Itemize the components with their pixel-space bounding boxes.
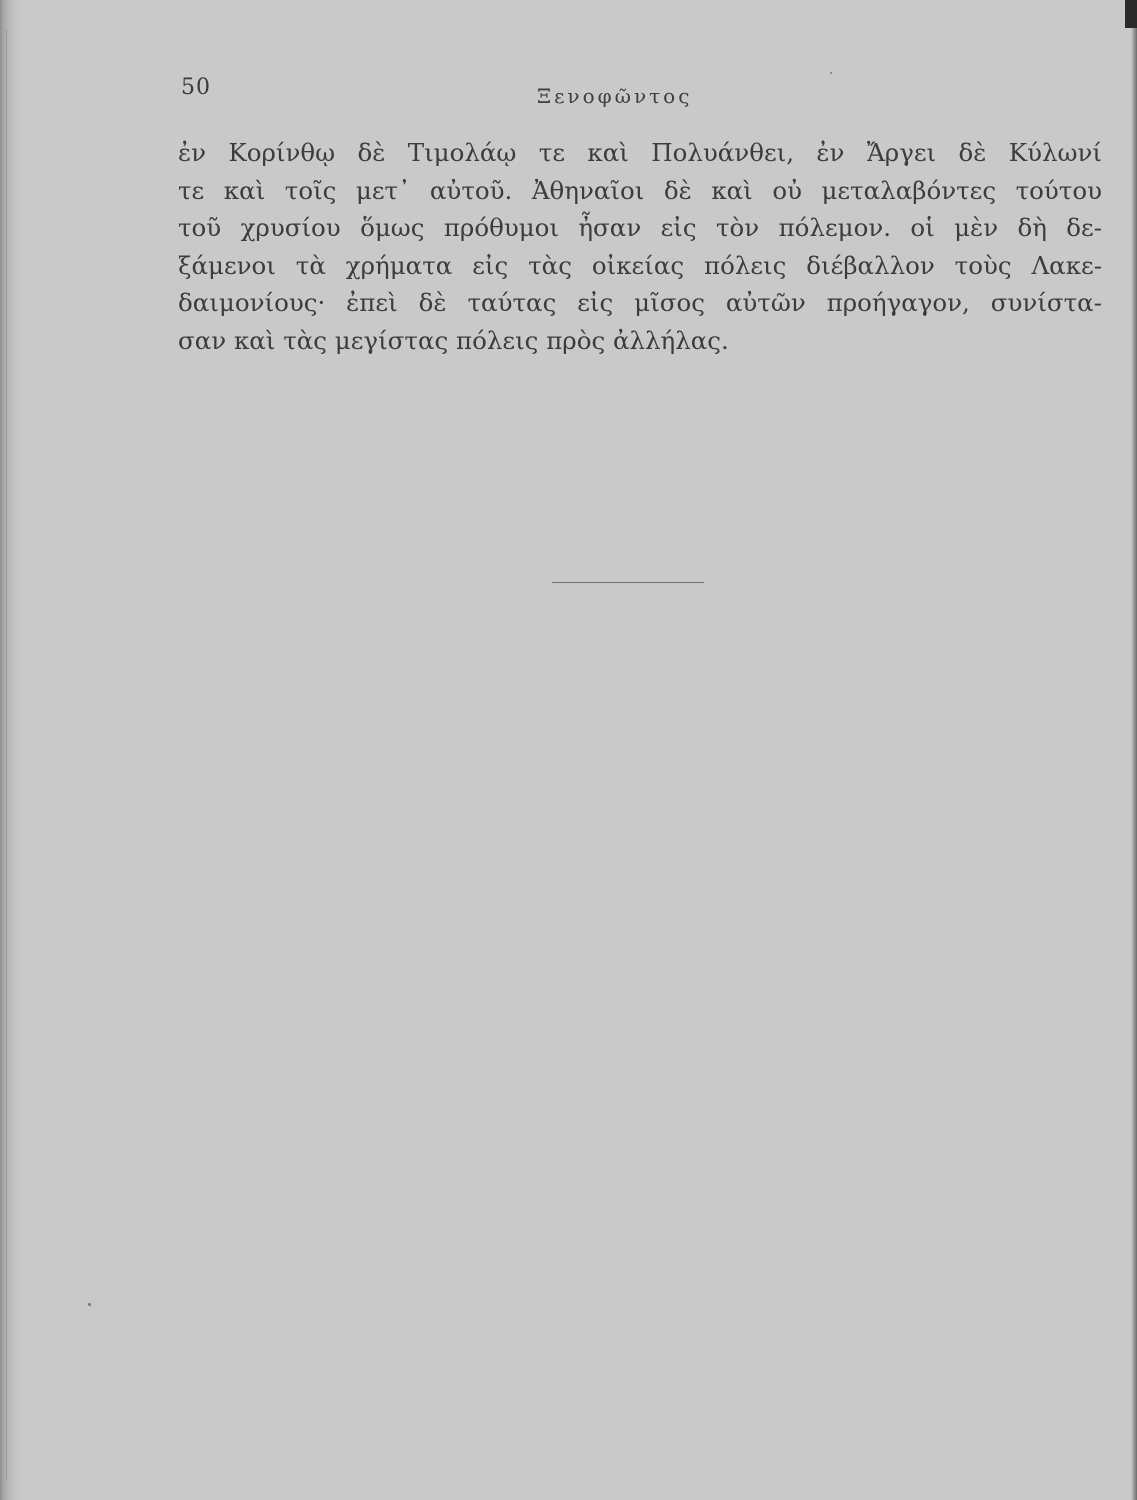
page-corner-shadow	[1125, 0, 1137, 28]
page-left-edge	[0, 0, 22, 1500]
section-end-rule	[552, 582, 704, 583]
page-number: 50	[181, 75, 211, 100]
text-line: σαν καὶ τὰς μεγίστας πόλεις πρὸς ἀλλήλας.	[178, 325, 729, 355]
page-right-edge	[1131, 0, 1137, 1500]
paper-speck	[830, 72, 832, 74]
body-paragraph	[178, 134, 1102, 359]
text-line: τοῦ χρυσίου ὅμως πρόθυμοι ἦσαν εἰς τὸν πόλεμον. οἱ μὲν δὴ δε-	[178, 213, 1102, 242]
paper-speck	[88, 1303, 91, 1306]
text-line: ξάμενοι τὰ χρήματα εἰς τὰς οἰκείας πόλεις διέβαλλον τοὺς Λακε-	[178, 250, 1102, 280]
page-binding-line	[6, 30, 7, 1480]
running-head: Ξενοφῶντος	[537, 84, 693, 108]
text-line: ἐν Κορίνθῳ δὲ Τιμολάῳ τε καὶ Πολυάνθει, ἐν Ἄργει δὲ Κύλωνί	[178, 138, 1102, 167]
text-line: τε καὶ τοῖς μετ᾽ αὐτοῦ. Ἀθηναῖοι δὲ καὶ οὐ μεταλαβόντες τούτου	[178, 175, 1102, 205]
text-line: δαιμονίους· ἐπεὶ δὲ ταύτας εἰς μῖσος αὐτῶν προήγαγον, συνίστα-	[178, 288, 1102, 317]
